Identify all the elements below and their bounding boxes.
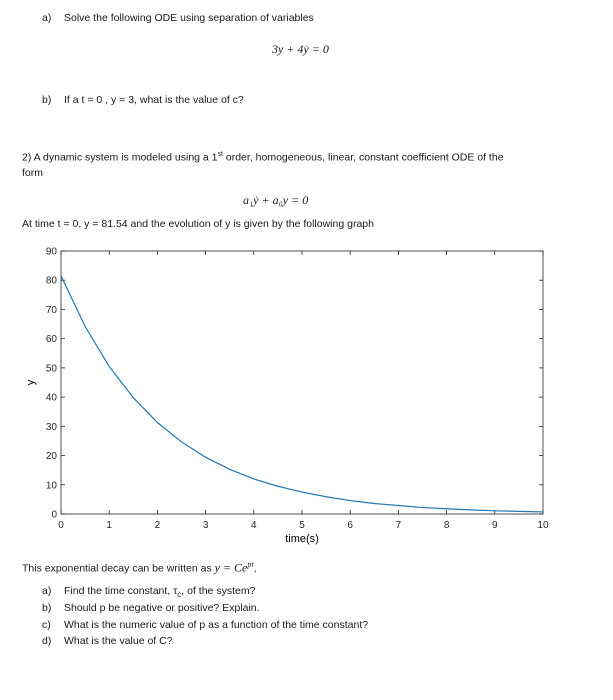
q1-item-b-letter: b): [42, 94, 52, 106]
q2-item-letter: a): [42, 585, 52, 597]
q2-equation: a₁ẏ + a₀y = 0: [243, 193, 309, 207]
x-axis-label: time(s): [285, 533, 319, 545]
q2-item-subscript: c: [177, 590, 182, 600]
plot-area: [61, 251, 543, 514]
q2-item: [42, 585, 255, 599]
q2-item: [42, 602, 260, 614]
q2-intro-superscript: st: [217, 151, 223, 158]
y-tick-label: 90: [45, 246, 57, 258]
q2-intro-line2: form: [22, 167, 43, 179]
q2-intro-part1: 2) A dynamic system is modeled using a 1: [22, 151, 218, 164]
x-tick-label: 10: [537, 520, 549, 531]
q1-item-b-text: If a t = 0 , y = 3, what is the value of c?: [64, 94, 244, 106]
x-tick-label: 0: [58, 520, 64, 531]
y-tick-label: 10: [45, 480, 57, 492]
x-tick-label: 3: [202, 520, 209, 531]
q1-item-a-letter: a): [42, 12, 52, 24]
q2-decay-formula: y = Ce: [214, 560, 248, 575]
x-tick-label: 6: [347, 520, 353, 531]
y-tick-label: 20: [45, 451, 57, 463]
y-tick-label: 0: [51, 509, 57, 521]
q1-item-a: [42, 12, 314, 24]
q2-intro: [22, 151, 504, 164]
q2-statement: At time t = 0, y = 81.54 and the evolution of y is given by the following graph: [22, 218, 374, 230]
q2-item-text-end: , of the system?: [181, 585, 256, 597]
x-tick-label: 5: [299, 520, 305, 531]
decay-chart: [22, 238, 562, 556]
q2-item: [42, 635, 173, 647]
q2-intro-part2: order, homogeneous, linear, constant coefficient ODE of the: [222, 151, 504, 164]
x-tick-label: 7: [395, 520, 402, 531]
q2-decay-comma: ,: [253, 562, 257, 575]
q1-item-b: [42, 94, 244, 106]
q1-item-a-text: Solve the following ODE using separation of variables: [64, 12, 314, 24]
q1-equation: 3y + 4ẏ = 0: [272, 42, 329, 56]
y-tick-label: 60: [45, 334, 57, 346]
q2-decay-exponent: pt: [247, 560, 254, 569]
x-tick-label: 4: [251, 520, 257, 531]
y-tick-label: 70: [45, 304, 57, 316]
q2-item-letter: b): [42, 602, 52, 614]
x-tick-label: 2: [154, 520, 161, 531]
q2-item-text: Find the time constant, τ: [64, 585, 178, 597]
y-tick-label: 40: [45, 392, 57, 404]
q2-item: [42, 619, 368, 631]
x-tick-label: 9: [492, 520, 498, 531]
q2-item-text: Should p be negative or positive? Explain.: [64, 602, 260, 614]
q2-item-text: What is the numeric value of p as a function of the time constant?: [64, 619, 369, 631]
q2-item-text: What is the value of C?: [64, 635, 173, 647]
decay-chart-svg: [22, 238, 562, 556]
x-tick-label: 8: [443, 520, 450, 531]
q2-item-letter: d): [42, 635, 52, 647]
y-tick-label: 50: [45, 363, 57, 375]
q2-decay-line: [22, 560, 257, 576]
q2-decay-text: This exponential decay can be written as: [22, 562, 215, 575]
q2-item-letter: c): [42, 619, 51, 631]
x-tick-label: 1: [106, 520, 112, 531]
y-tick-label: 30: [45, 421, 57, 433]
y-tick-label: 80: [45, 275, 57, 287]
y-axis-label: y: [25, 379, 37, 386]
